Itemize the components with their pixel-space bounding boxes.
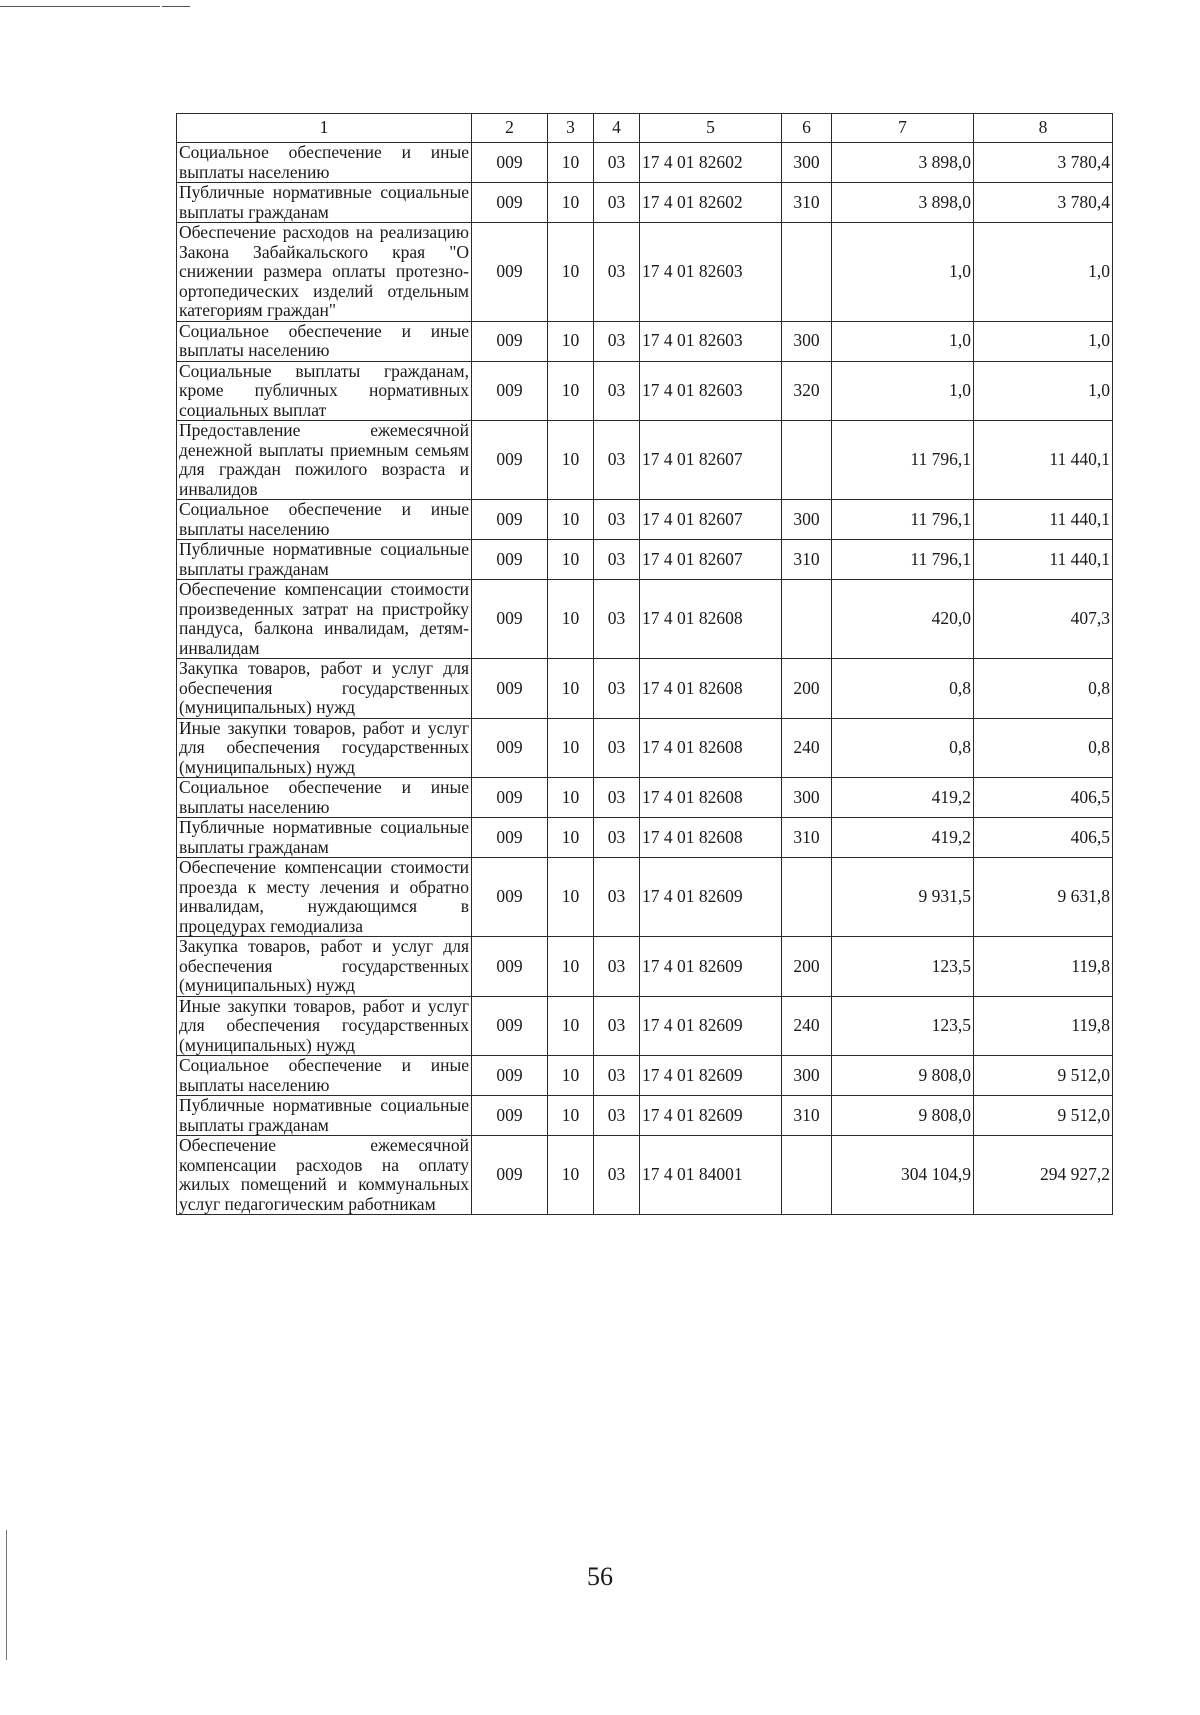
cell-section: 10 xyxy=(548,1136,594,1215)
cell-admin-code: 009 xyxy=(472,1056,548,1096)
page-number: 56 xyxy=(587,1562,613,1591)
cell-amount-executed: 119,8 xyxy=(974,996,1113,1056)
cell-amount-executed: 11 440,1 xyxy=(974,421,1113,500)
cell-subsection: 03 xyxy=(594,818,640,858)
cell-subsection: 03 xyxy=(594,937,640,997)
row-name: Обеспечение компенсации стоимости произведенных затрат на пристройку пандуса, балкона инвалидам, детям-инвалидам xyxy=(177,580,472,659)
header-col-4: 4 xyxy=(594,114,640,143)
cell-admin-code: 009 xyxy=(472,659,548,719)
cell-target-article: 17 4 01 84001 xyxy=(640,1136,782,1215)
row-name: Публичные нормативные социальные выплаты гражданам xyxy=(177,540,472,580)
cell-section: 10 xyxy=(548,996,594,1056)
cell-target-article: 17 4 01 82608 xyxy=(640,718,782,778)
cell-section: 10 xyxy=(548,223,594,322)
cell-subsection: 03 xyxy=(594,580,640,659)
cell-subsection: 03 xyxy=(594,996,640,1056)
cell-amount-executed: 11 440,1 xyxy=(974,540,1113,580)
cell-admin-code: 009 xyxy=(472,421,548,500)
table-row xyxy=(177,321,1113,361)
cell-amount-executed: 11 440,1 xyxy=(974,500,1113,540)
cell-amount-executed: 0,8 xyxy=(974,659,1113,719)
cell-subsection: 03 xyxy=(594,421,640,500)
cell-expense-type xyxy=(782,421,832,500)
cell-section: 10 xyxy=(548,361,594,421)
cell-admin-code: 009 xyxy=(472,223,548,322)
row-name: Социальное обеспечение и иные выплаты населению xyxy=(177,321,472,361)
cell-target-article: 17 4 01 82607 xyxy=(640,500,782,540)
header-col-7: 7 xyxy=(832,114,974,143)
cell-subsection: 03 xyxy=(594,540,640,580)
cell-admin-code: 009 xyxy=(472,580,548,659)
cell-amount-planned: 3 898,0 xyxy=(832,143,974,183)
cell-amount-planned: 9 808,0 xyxy=(832,1096,974,1136)
cell-amount-planned: 419,2 xyxy=(832,818,974,858)
cell-amount-executed: 0,8 xyxy=(974,718,1113,778)
cell-subsection: 03 xyxy=(594,1056,640,1096)
cell-amount-planned: 1,0 xyxy=(832,321,974,361)
cell-admin-code: 009 xyxy=(472,996,548,1056)
row-name: Обеспечение расходов на реализацию Закона Забайкальского края "О снижении размера оплаты протезно-ортопедических изделий отдельным категориям граждан" xyxy=(177,223,472,322)
cell-expense-type: 300 xyxy=(782,778,832,818)
table-row xyxy=(177,937,1113,997)
cell-amount-planned: 11 796,1 xyxy=(832,540,974,580)
cell-admin-code: 009 xyxy=(472,718,548,778)
cell-amount-planned: 123,5 xyxy=(832,996,974,1056)
cell-admin-code: 009 xyxy=(472,183,548,223)
cell-expense-type xyxy=(782,223,832,322)
cell-subsection: 03 xyxy=(594,500,640,540)
header-col-2: 2 xyxy=(472,114,548,143)
cell-expense-type: 300 xyxy=(782,500,832,540)
cell-admin-code: 009 xyxy=(472,937,548,997)
header-col-3: 3 xyxy=(548,114,594,143)
cell-admin-code: 009 xyxy=(472,1136,548,1215)
cell-subsection: 03 xyxy=(594,659,640,719)
row-name: Иные закупки товаров, работ и услуг для обеспечения государственных (муниципальных) нужд xyxy=(177,718,472,778)
row-name: Публичные нормативные социальные выплаты гражданам xyxy=(177,818,472,858)
cell-target-article: 17 4 01 82609 xyxy=(640,996,782,1056)
cell-subsection: 03 xyxy=(594,718,640,778)
cell-amount-executed: 406,5 xyxy=(974,778,1113,818)
cell-expense-type: 240 xyxy=(782,718,832,778)
table-row xyxy=(177,500,1113,540)
cell-admin-code: 009 xyxy=(472,143,548,183)
table-row xyxy=(177,778,1113,818)
cell-target-article: 17 4 01 82608 xyxy=(640,818,782,858)
cell-subsection: 03 xyxy=(594,1136,640,1215)
cell-amount-executed: 3 780,4 xyxy=(974,183,1113,223)
row-name: Социальное обеспечение и иные выплаты населению xyxy=(177,778,472,818)
cell-expense-type xyxy=(782,858,832,937)
cell-target-article: 17 4 01 82603 xyxy=(640,223,782,322)
cell-expense-type xyxy=(782,1136,832,1215)
cell-section: 10 xyxy=(548,183,594,223)
cell-target-article: 17 4 01 82607 xyxy=(640,421,782,500)
cell-target-article: 17 4 01 82609 xyxy=(640,1056,782,1096)
cell-amount-executed: 1,0 xyxy=(974,361,1113,421)
table-row xyxy=(177,718,1113,778)
row-name: Закупка товаров, работ и услуг для обеспечения государственных (муниципальных) нужд xyxy=(177,937,472,997)
cell-section: 10 xyxy=(548,937,594,997)
cell-section: 10 xyxy=(548,778,594,818)
cell-admin-code: 009 xyxy=(472,778,548,818)
header-col-5: 5 xyxy=(640,114,782,143)
cell-expense-type xyxy=(782,580,832,659)
cell-expense-type: 310 xyxy=(782,540,832,580)
table-row xyxy=(177,1056,1113,1096)
cell-expense-type: 310 xyxy=(782,183,832,223)
cell-amount-executed: 294 927,2 xyxy=(974,1136,1113,1215)
cell-amount-executed: 1,0 xyxy=(974,223,1113,322)
cell-expense-type: 300 xyxy=(782,1056,832,1096)
budget-table xyxy=(176,113,1113,1215)
cell-expense-type: 300 xyxy=(782,321,832,361)
cell-section: 10 xyxy=(548,718,594,778)
cell-amount-planned: 1,0 xyxy=(832,361,974,421)
cell-admin-code: 009 xyxy=(472,1096,548,1136)
table-row xyxy=(177,659,1113,719)
cell-admin-code: 009 xyxy=(472,858,548,937)
cell-target-article: 17 4 01 82608 xyxy=(640,778,782,818)
cell-amount-planned: 1,0 xyxy=(832,223,974,322)
cell-target-article: 17 4 01 82609 xyxy=(640,1096,782,1136)
cell-section: 10 xyxy=(548,580,594,659)
cell-amount-planned: 419,2 xyxy=(832,778,974,818)
cell-subsection: 03 xyxy=(594,321,640,361)
cell-section: 10 xyxy=(548,1096,594,1136)
table-row xyxy=(177,996,1113,1056)
cell-section: 10 xyxy=(548,540,594,580)
header-col-6: 6 xyxy=(782,114,832,143)
table-row xyxy=(177,540,1113,580)
cell-amount-planned: 0,8 xyxy=(832,659,974,719)
cell-amount-executed: 406,5 xyxy=(974,818,1113,858)
cell-section: 10 xyxy=(548,858,594,937)
cell-amount-planned: 304 104,9 xyxy=(832,1136,974,1215)
cell-subsection: 03 xyxy=(594,1096,640,1136)
cell-amount-executed: 9 512,0 xyxy=(974,1096,1113,1136)
table-row xyxy=(177,421,1113,500)
scan-edge-line-short xyxy=(162,6,190,7)
cell-expense-type: 310 xyxy=(782,818,832,858)
row-name: Социальное обеспечение и иные выплаты населению xyxy=(177,1056,472,1096)
row-name: Социальное обеспечение и иные выплаты населению xyxy=(177,500,472,540)
cell-admin-code: 009 xyxy=(472,500,548,540)
cell-amount-executed: 3 780,4 xyxy=(974,143,1113,183)
cell-amount-planned: 3 898,0 xyxy=(832,183,974,223)
cell-amount-executed: 1,0 xyxy=(974,321,1113,361)
cell-amount-executed: 9 631,8 xyxy=(974,858,1113,937)
cell-section: 10 xyxy=(548,321,594,361)
cell-amount-planned: 0,8 xyxy=(832,718,974,778)
header-col-1: 1 xyxy=(177,114,472,143)
cell-target-article: 17 4 01 82607 xyxy=(640,540,782,580)
cell-section: 10 xyxy=(548,421,594,500)
cell-amount-planned: 9 931,5 xyxy=(832,858,974,937)
table-row xyxy=(177,1096,1113,1136)
row-name: Иные закупки товаров, работ и услуг для обеспечения государственных (муниципальных) нужд xyxy=(177,996,472,1056)
table-body xyxy=(177,143,1113,1215)
cell-section: 10 xyxy=(548,143,594,183)
cell-section: 10 xyxy=(548,500,594,540)
row-name: Закупка товаров, работ и услуг для обеспечения государственных (муниципальных) нужд xyxy=(177,659,472,719)
cell-target-article: 17 4 01 82609 xyxy=(640,858,782,937)
cell-target-article: 17 4 01 82603 xyxy=(640,321,782,361)
cell-section: 10 xyxy=(548,1056,594,1096)
cell-expense-type: 300 xyxy=(782,143,832,183)
row-name: Обеспечение ежемесячной компенсации расходов на оплату жилых помещений и коммунальных услуг педагогическим работникам xyxy=(177,1136,472,1215)
scan-margin-mark xyxy=(6,1530,7,1660)
cell-admin-code: 009 xyxy=(472,540,548,580)
cell-expense-type: 240 xyxy=(782,996,832,1056)
cell-expense-type: 310 xyxy=(782,1096,832,1136)
cell-subsection: 03 xyxy=(594,858,640,937)
cell-amount-planned: 11 796,1 xyxy=(832,500,974,540)
cell-target-article: 17 4 01 82602 xyxy=(640,183,782,223)
table-row xyxy=(177,183,1113,223)
cell-subsection: 03 xyxy=(594,778,640,818)
cell-admin-code: 009 xyxy=(472,818,548,858)
scan-edge-line xyxy=(0,6,160,7)
cell-target-article: 17 4 01 82608 xyxy=(640,659,782,719)
cell-amount-executed: 9 512,0 xyxy=(974,1056,1113,1096)
cell-expense-type: 200 xyxy=(782,937,832,997)
table-header-row xyxy=(177,114,1113,143)
cell-amount-planned: 420,0 xyxy=(832,580,974,659)
cell-subsection: 03 xyxy=(594,361,640,421)
cell-target-article: 17 4 01 82602 xyxy=(640,143,782,183)
row-name: Публичные нормативные социальные выплаты гражданам xyxy=(177,1096,472,1136)
row-name: Предоставление ежемесячной денежной выплаты приемным семьям для граждан пожилого возраста и инвалидов xyxy=(177,421,472,500)
row-name: Социальное обеспечение и иные выплаты населению xyxy=(177,143,472,183)
cell-subsection: 03 xyxy=(594,223,640,322)
table-row xyxy=(177,223,1113,322)
cell-admin-code: 009 xyxy=(472,321,548,361)
table-row xyxy=(177,1136,1113,1215)
cell-section: 10 xyxy=(548,818,594,858)
cell-target-article: 17 4 01 82608 xyxy=(640,580,782,659)
table-row xyxy=(177,361,1113,421)
row-name: Обеспечение компенсации стоимости проезда к месту лечения и обратно инвалидам, нуждающимся в процедурах гемодиализа xyxy=(177,858,472,937)
cell-expense-type: 200 xyxy=(782,659,832,719)
cell-amount-executed: 407,3 xyxy=(974,580,1113,659)
cell-admin-code: 009 xyxy=(472,361,548,421)
row-name: Социальные выплаты гражданам, кроме публичных нормативных социальных выплат xyxy=(177,361,472,421)
cell-target-article: 17 4 01 82603 xyxy=(640,361,782,421)
cell-subsection: 03 xyxy=(594,143,640,183)
cell-amount-planned: 123,5 xyxy=(832,937,974,997)
cell-expense-type: 320 xyxy=(782,361,832,421)
header-col-8: 8 xyxy=(974,114,1113,143)
table-row xyxy=(177,580,1113,659)
cell-subsection: 03 xyxy=(594,183,640,223)
table-row xyxy=(177,143,1113,183)
cell-amount-planned: 9 808,0 xyxy=(832,1056,974,1096)
cell-amount-planned: 11 796,1 xyxy=(832,421,974,500)
cell-section: 10 xyxy=(548,659,594,719)
table-row xyxy=(177,818,1113,858)
cell-amount-executed: 119,8 xyxy=(974,937,1113,997)
row-name: Публичные нормативные социальные выплаты гражданам xyxy=(177,183,472,223)
table-row xyxy=(177,858,1113,937)
cell-target-article: 17 4 01 82609 xyxy=(640,937,782,997)
